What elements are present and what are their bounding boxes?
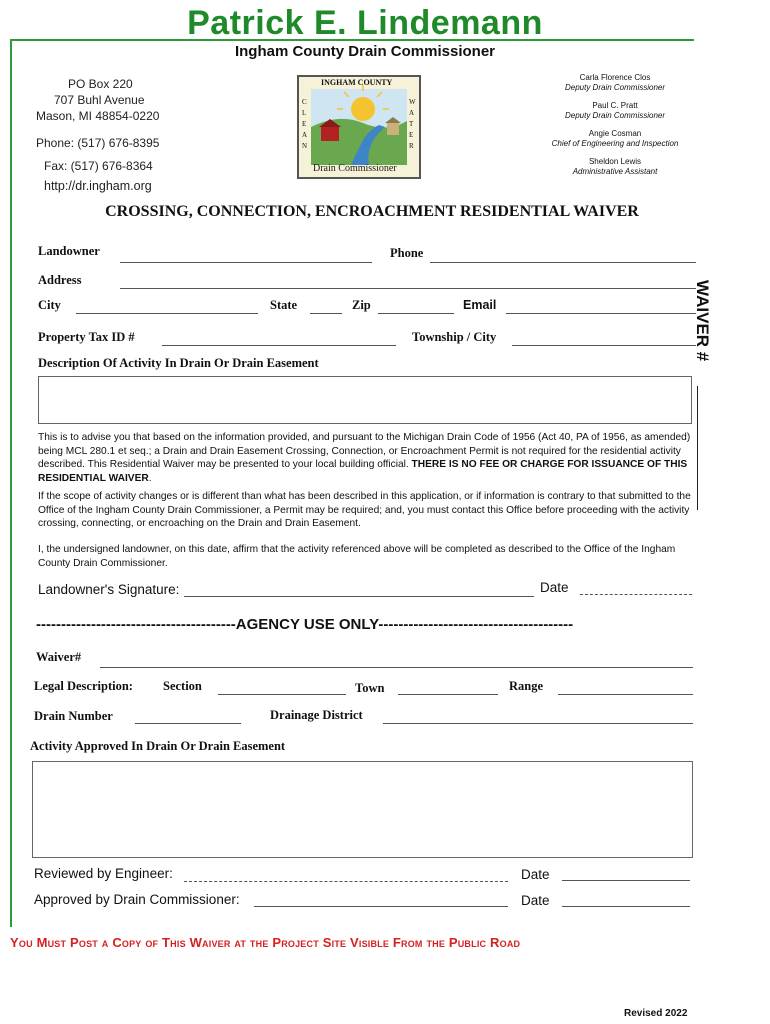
form-title: CROSSING, CONNECTION, ENCROACHMENT RESIDENTIAL WAIVER [105, 203, 639, 220]
property-tax-id-label: Property Tax ID # [38, 330, 135, 344]
waiver-no-field[interactable] [100, 667, 693, 668]
town-label: Town [355, 681, 385, 695]
reviewed-date-field[interactable] [562, 880, 690, 881]
notice-paragraph-2: If the scope of activity changes or is different than what has been described in this application, or if information is contrary to that submitted to the Office of the Ingham County Drain Commissioner, a Permit may be required; and, you must contact this Office before proceeding with the activity crossing, connecting, or encroaching on the Drain and Drain Easement. [38, 491, 691, 530]
landowner-signature-label: Landowner's Signature: [38, 582, 180, 597]
zip-label: Zip [352, 298, 371, 312]
fax-number: Fax: (517) 676-8364 [44, 159, 153, 173]
town-field[interactable] [398, 694, 498, 695]
no-fee-notice: THERE IS NO FEE OR CHARGE FOR ISSUANCE OF THIS RESIDENTIAL WAIVER [38, 459, 688, 484]
landowner-label: Landowner [38, 244, 100, 258]
property-tax-id-field[interactable] [162, 345, 396, 346]
drain-number-field[interactable] [135, 723, 241, 724]
page-title: Patrick E. Lindemann [187, 4, 543, 42]
notice-paragraph-3: I, the undersigned landowner, on this date, affirm that the activity referenced above will be completed as described to the Office of the Ingham County Drain Commissioner. [38, 544, 676, 569]
legal-description-label: Legal Description: [34, 679, 133, 693]
phone-label: Phone [390, 246, 424, 260]
notice-paragraph-1: This is to advise you that based on the information provided, and pursuant to the Michigan Drain Code of 1956 (Act 40, PA of 1956, as amended) being MCL 280.1 et seq.; a Drain and Drain Easement Crossing, Connection, or Encroachment Permit is not required for the residential activity described. This Residential Waiver may be presented to your local building official. THERE IS NO FEE OR CHARGE FOR ISSUANCE OF THIS RESIDENTIAL WAIVER. [38, 432, 691, 484]
logo-top-text: INGHAM COUNTY [321, 78, 393, 87]
activity-approved-label: Activity Approved In Drain Or Drain Easement [30, 739, 286, 753]
waiver-number-label: WAIVER # [693, 280, 712, 362]
staff-name-2: Paul C. Pratt [592, 101, 638, 110]
approved-date-field[interactable] [562, 906, 690, 907]
address-line-3: Mason, MI 48854-0220 [36, 109, 160, 123]
approved-by-label: Approved by Drain Commissioner: [34, 892, 240, 907]
section-field[interactable] [218, 694, 346, 695]
logo-graphic-icon [299, 77, 419, 177]
staff-title-4: Administrative Assistant [572, 167, 658, 176]
address-label: Address [38, 273, 82, 287]
city-label: City [38, 298, 61, 312]
landowner-field[interactable] [120, 262, 372, 263]
township-field[interactable] [512, 345, 696, 346]
drainage-district-field[interactable] [383, 723, 693, 724]
phone-field[interactable] [430, 262, 696, 263]
reviewed-date-label: Date [521, 867, 550, 882]
approved-date-label: Date [521, 893, 550, 908]
state-label: State [270, 298, 298, 312]
description-textarea[interactable] [38, 376, 692, 424]
logo-left-letters: CLEAN [302, 98, 308, 150]
signature-date-label: Date [540, 580, 569, 595]
staff-name-4: Sheldon Lewis [588, 157, 642, 166]
waiver-number-field[interactable] [697, 386, 698, 510]
agency-use-header: ----------------------------------------AGENCY USE ONLY--------------------------------------- [36, 616, 574, 633]
drain-commissioner-logo [297, 75, 421, 179]
landowner-signature-field[interactable] [184, 596, 534, 597]
phone-number: Phone: (517) 676-8395 [36, 136, 160, 150]
approved-by-field[interactable] [254, 906, 508, 907]
drain-number-label: Drain Number [34, 709, 113, 723]
drainage-district-label: Drainage District [270, 708, 363, 722]
email-field[interactable] [506, 313, 696, 314]
website-link[interactable]: http://dr.ingham.org [44, 179, 152, 193]
address-field[interactable] [120, 288, 696, 289]
email-label: Email [463, 298, 497, 312]
waiver-no-label: Waiver# [36, 650, 82, 664]
logo-right-letters: WATER [409, 98, 416, 150]
post-copy-warning: You Must Post a Copy of This Waiver at the Project Site Visible From the Public Road [10, 935, 521, 950]
revised-date: Revised 2022 [624, 1008, 688, 1019]
logo-bottom-text: Drain Commissioner [313, 163, 397, 174]
reviewed-by-label: Reviewed by Engineer: [34, 866, 173, 881]
address-line-1: PO Box 220 [68, 77, 133, 91]
staff-title-2: Deputy Drain Commissioner [564, 111, 666, 120]
activity-approved-textarea[interactable] [32, 761, 693, 858]
zip-field[interactable] [378, 313, 454, 314]
description-label: Description Of Activity In Drain Or Drain Easement [38, 356, 319, 370]
range-label: Range [509, 679, 544, 693]
staff-name-1: Carla Florence Clos [579, 73, 651, 82]
staff-title-1: Deputy Drain Commissioner [564, 83, 666, 92]
left-margin-rule [10, 39, 12, 927]
section-label: Section [163, 679, 202, 693]
reviewed-by-field[interactable] [184, 881, 508, 882]
page-subtitle: Ingham County Drain Commissioner [234, 43, 496, 60]
staff-title-3: Chief of Engineering and Inspection [551, 139, 679, 148]
address-line-2: 707 Buhl Avenue [54, 93, 145, 107]
township-label: Township / City [412, 330, 497, 344]
range-field[interactable] [558, 694, 693, 695]
city-field[interactable] [76, 313, 258, 314]
signature-date-field[interactable] [580, 594, 692, 595]
header-rule [10, 39, 694, 41]
staff-name-3: Angie Cosman [588, 129, 642, 138]
state-field[interactable] [310, 313, 342, 314]
